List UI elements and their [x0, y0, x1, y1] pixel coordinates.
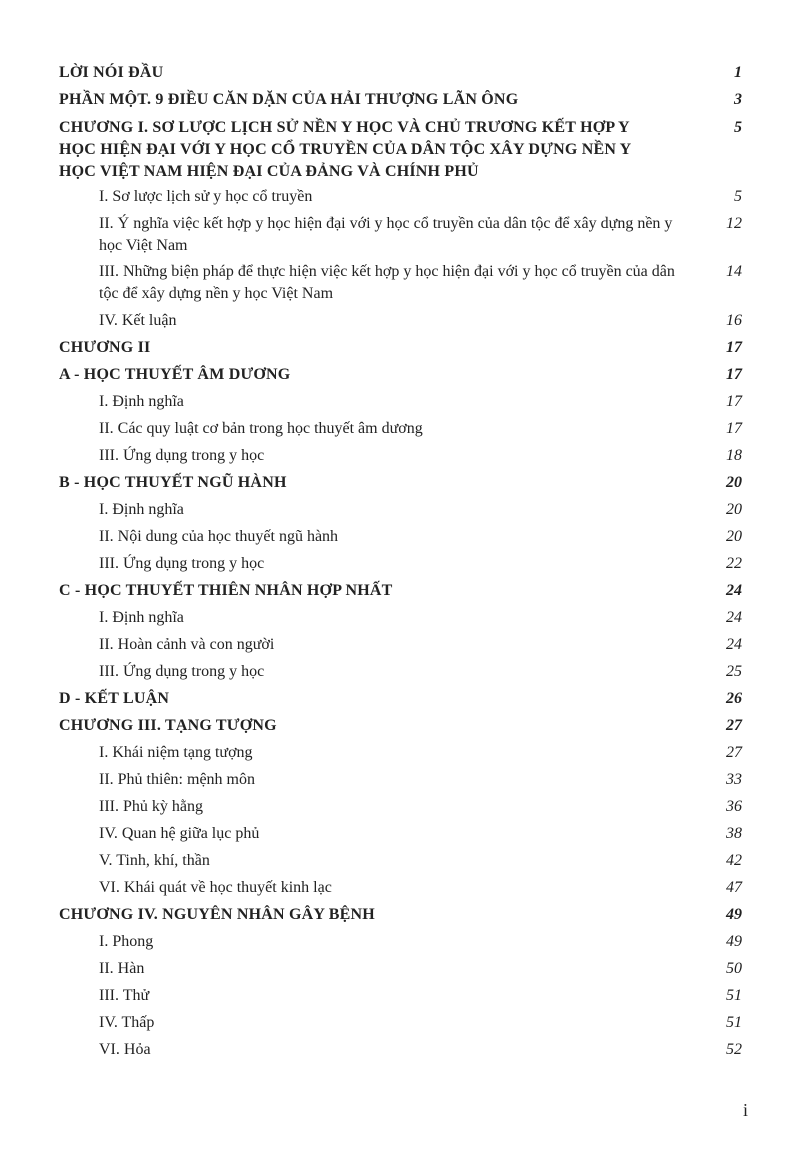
toc-entry-page: 52: [726, 1041, 742, 1058]
toc-entry-title: CHƯƠNG II: [59, 339, 151, 356]
toc-entry-title: II. Hoàn cảnh và con người: [99, 636, 275, 653]
toc-entry-title: IV. Quan hệ giữa lục phủ: [99, 825, 260, 842]
toc-entry-page: 50: [726, 960, 742, 977]
toc-entry-title: I. Định nghĩa: [99, 501, 184, 518]
toc-entry-page: 12: [726, 215, 742, 232]
toc-entry-page: 18: [726, 447, 742, 464]
toc-entry-title: II. Hàn: [99, 960, 145, 977]
toc-entry-page: 27: [726, 717, 742, 734]
toc-entry-title: III. Ứng dụng trong y học: [99, 663, 265, 680]
toc-entry-page: 17: [726, 339, 742, 356]
toc-entry-title: II. Phủ thiên: mệnh môn: [99, 771, 255, 788]
toc-entry-title: III. Phủ kỳ hằng: [99, 798, 203, 815]
toc-entry-title: I. Định nghĩa: [99, 609, 184, 626]
toc-entry-page: 49: [726, 933, 742, 950]
toc-entry-page: 42: [726, 852, 742, 869]
toc-entry-title: VI. Khái quát về học thuyết kinh lạc: [99, 879, 332, 896]
toc-entry-page: 3: [734, 91, 742, 108]
toc-entry-page: 36: [726, 798, 742, 815]
toc-entry-title: I. Sơ lược lịch sử y học cổ truyền: [99, 188, 313, 205]
toc-entry-page: 47: [726, 879, 742, 896]
toc-entry-title: CHƯƠNG III. TẠNG TƯỢNG: [59, 717, 277, 734]
toc-entry-title: C - HỌC THUYẾT THIÊN NHÂN HỢP NHẤT: [59, 582, 393, 599]
toc-entry-title: CHƯƠNG IV. NGUYÊN NHÂN GÂY BỆNH: [59, 906, 375, 923]
toc-entry-page: 14: [726, 263, 742, 280]
toc-entry-page: 1: [734, 64, 742, 81]
toc-entry-page: 38: [726, 825, 742, 842]
toc-entry-page: 27: [726, 744, 742, 761]
toc-entry-page: 25: [726, 663, 742, 680]
toc-entry-page: 49: [726, 906, 742, 923]
toc-entry-title: D - KẾT LUẬN: [59, 690, 170, 707]
toc-entry-title: V. Tinh, khí, thần: [99, 852, 210, 869]
toc-entry-page: 17: [726, 393, 742, 410]
toc-entry-title: IV. Thấp: [99, 1014, 155, 1031]
toc-entry-page: 16: [726, 312, 742, 329]
toc-entry-title: III. Những biện pháp để thực hiện việc kết hợp y học hiện đại với y học cổ truyền của dân tộc để xây dựng nền y học Việt Nam: [99, 263, 675, 302]
toc-entry-page: 24: [726, 582, 742, 599]
toc-entry-page: 20: [726, 501, 742, 518]
toc-entry-page: 17: [726, 366, 742, 383]
toc-entry-title: CHƯƠNG I. SƠ LƯỢC LỊCH SỬ NỀN Y HỌC VÀ CHỦ TRƯƠNG KẾT HỢP Y HỌC HIỆN ĐẠI VỚI Y HỌC CỔ TRUYỀN CỦA DÂN TỘC XÂY DỰNG NỀN Y HỌC VIỆT NAM HIỆN ĐẠI CỦA ĐẢNG VÀ CHÍNH PHỦ: [59, 119, 631, 180]
toc-entry-title: III. Ứng dụng trong y học: [99, 555, 265, 572]
toc-entry-page: 20: [726, 474, 742, 491]
toc-entry-title: II. Ý nghĩa việc kết hợp y học hiện đại với y học cổ truyền của dân tộc để xây dựng nền y học Việt Nam: [99, 215, 673, 254]
toc-entry-title: B - HỌC THUYẾT NGŨ HÀNH: [59, 474, 287, 491]
toc-entry-title: I. Phong: [99, 933, 154, 950]
toc-entry-title: IV. Kết luận: [99, 312, 177, 329]
toc-entry-page: 17: [726, 420, 742, 437]
toc-entry-title: VI. Hỏa: [99, 1041, 151, 1058]
page-folio: i: [742, 1100, 748, 1120]
toc-entry-title: III. Thử: [99, 987, 150, 1004]
toc-entry-title: LỜI NÓI ĐẦU: [59, 64, 164, 81]
toc-entry-page: 26: [726, 690, 742, 707]
toc-entry-title: III. Ứng dụng trong y học: [99, 447, 265, 464]
toc-entry-page: 22: [726, 555, 742, 572]
toc-entry-title: I. Khái niệm tạng tượng: [99, 744, 253, 761]
toc-entry-page: 5: [734, 188, 742, 205]
toc-entry-page: 24: [726, 609, 742, 626]
toc-entry-page: 5: [734, 119, 742, 136]
toc-entry-page: 51: [726, 987, 742, 1004]
toc-entry-page: 20: [726, 528, 742, 545]
toc-entry-page: 24: [726, 636, 742, 653]
toc-entry-page: 33: [726, 771, 742, 788]
toc-entry-page: 51: [726, 1014, 742, 1031]
toc-entry-title: II. Các quy luật cơ bản trong học thuyết âm dương: [99, 420, 423, 437]
toc-entry-title: A - HỌC THUYẾT ÂM DƯƠNG: [59, 366, 291, 383]
toc-entry-title: II. Nội dung của học thuyết ngũ hành: [99, 528, 339, 545]
toc-entry-title: PHẦN MỘT. 9 ĐIỀU CĂN DẶN CỦA HẢI THƯỢNG LÃN ÔNG: [59, 91, 519, 108]
toc-entry-title: I. Định nghĩa: [99, 393, 184, 410]
